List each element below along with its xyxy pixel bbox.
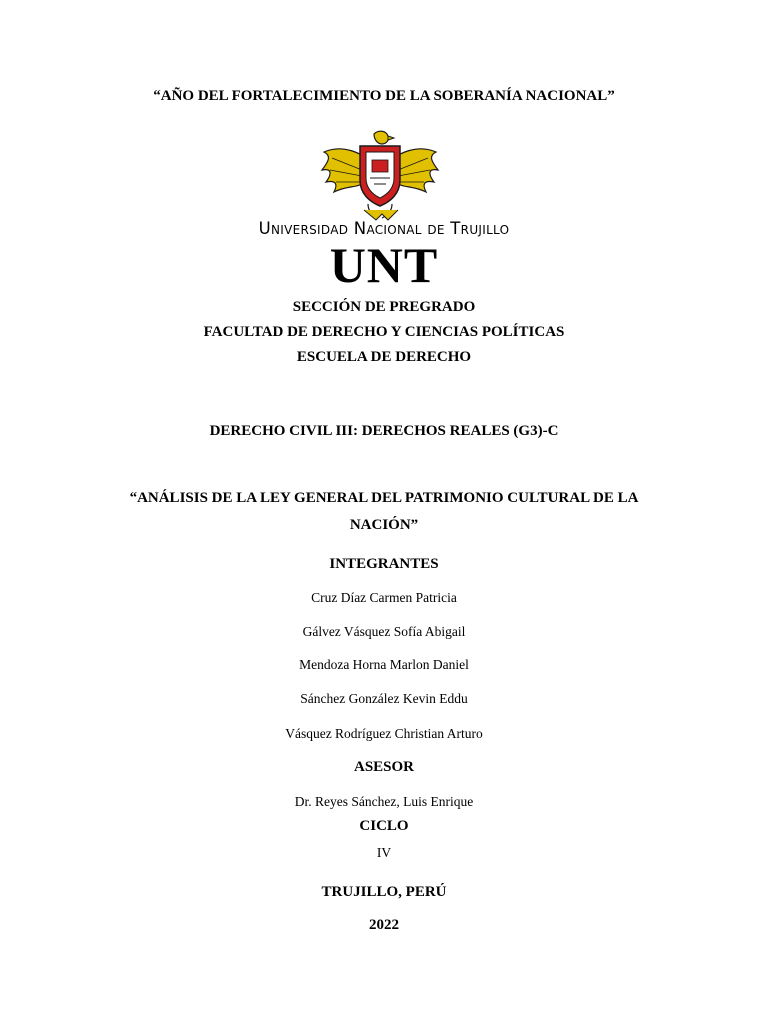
university-name: Universidad Nacional de Trujillo — [258, 219, 510, 238]
member-name: Gálvez Vásquez Sofía Abigail — [302, 624, 466, 639]
university-acronym: UNT — [329, 237, 439, 293]
document-title-line-1: “ANÁLISIS DE LA LEY GENERAL DEL PATRIMONIO CULTURAL DE LA — [129, 490, 639, 506]
year: 2022 — [369, 917, 399, 933]
members-heading: INTEGRANTES — [329, 556, 439, 572]
university-emblem-icon — [318, 130, 442, 222]
school-name: ESCUELA DE DERECHO — [296, 349, 472, 365]
advisor-name: Dr. Reyes Sánchez, Luis Enrique — [294, 794, 474, 809]
document-title-line-2: NACIÓN” — [349, 517, 419, 533]
cycle-value: IV — [376, 845, 392, 860]
cycle-heading: CICLO — [359, 818, 409, 834]
motto: “AÑO DEL FORTALECIMIENTO DE LA SOBERANÍA NACIONAL” — [153, 88, 615, 104]
member-name: Sánchez González Kevin Eddu — [300, 691, 468, 706]
course-name: DERECHO CIVIL III: DERECHOS REALES (G3)-C — [209, 423, 559, 439]
advisor-heading: ASESOR — [353, 759, 415, 775]
member-name: Mendoza Horna Marlon Daniel — [299, 657, 469, 672]
faculty-name: FACULTAD DE DERECHO Y CIENCIAS POLÍTICAS — [203, 324, 565, 340]
member-name: Vásquez Rodríguez Christian Arturo — [285, 726, 483, 741]
place: TRUJILLO, PERÚ — [321, 884, 447, 900]
section-name: SECCIÓN DE PREGRADO — [292, 299, 476, 315]
member-name: Cruz Díaz Carmen Patricia — [311, 590, 457, 605]
